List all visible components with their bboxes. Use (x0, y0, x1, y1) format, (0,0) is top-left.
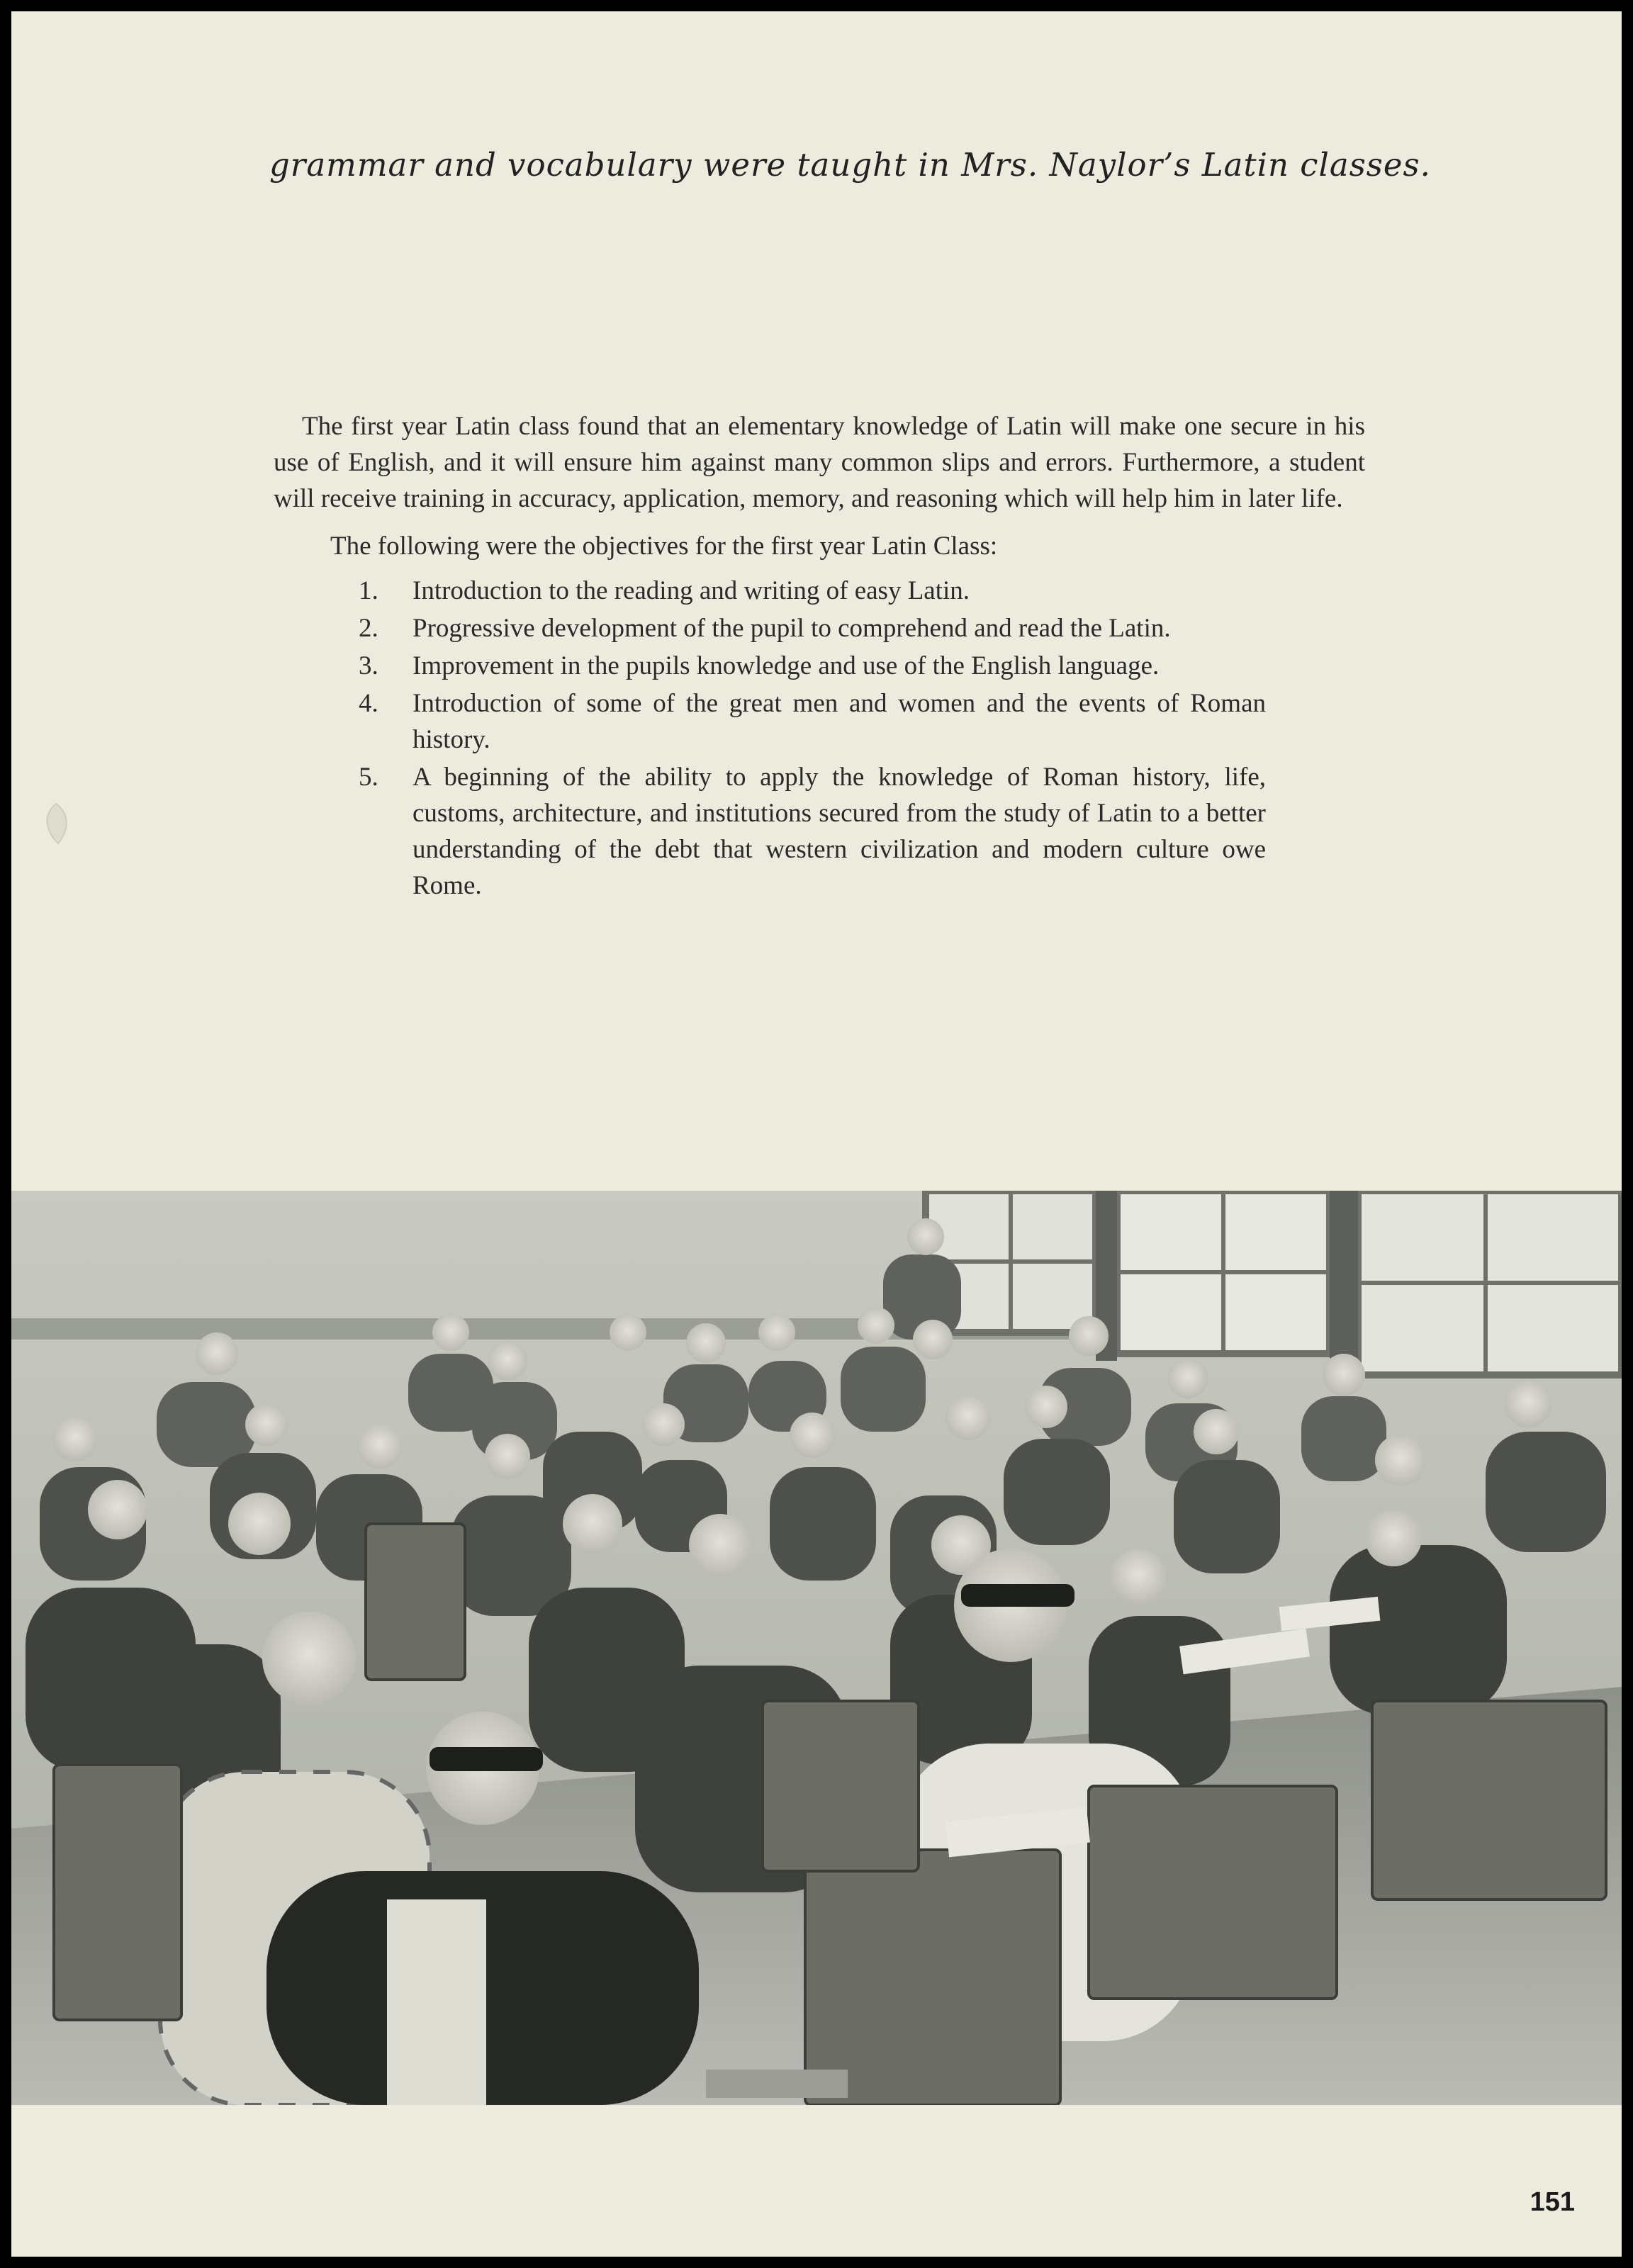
objective-text: Introduction of some of the great men and women and the events of Roman history. (413, 689, 1266, 754)
objective-number: 1. (359, 576, 378, 605)
objective-item (359, 610, 1266, 646)
objective-item (359, 648, 1266, 684)
objective-item (359, 685, 1266, 758)
photo-caption: grammar and vocabulary were taught in Mrs. Naylor’s Latin classes. (269, 146, 1431, 184)
objective-text: Improvement in the pupils knowledge and use of the English language. (413, 651, 1160, 680)
objective-item (359, 573, 1266, 609)
objective-number: 3. (359, 651, 378, 680)
objective-number: 5. (359, 763, 378, 792)
objective-text: A beginning of the ability to apply the knowledge of Roman history, life, customs, architecture, and institutions secured from the study of Latin to a better understanding of the debt that western civilization and modern culture owe Rome. (413, 763, 1266, 900)
yearbook-page (11, 11, 1622, 2257)
paper-blemish (40, 802, 72, 845)
classroom-photo (11, 1191, 1622, 2105)
objectives-lead: The following were the objectives for the first year Latin Class: (330, 532, 998, 561)
intro-paragraph: The first year Latin class found that an elementary knowledge of Latin will make one secure in his use of English, and it will ensure him against many common slips and errors. Furthermore, a student will receive training in accuracy, application, memory, and reasoning which will help him in later life. (274, 412, 1365, 513)
objective-item (359, 759, 1266, 904)
page-number: 151 (1530, 2187, 1575, 2217)
objective-number: 2. (359, 614, 378, 643)
objectives-list (274, 573, 1266, 904)
objective-number: 4. (359, 689, 378, 718)
article-body (274, 408, 1365, 905)
objective-text: Progressive development of the pupil to comprehend and read the Latin. (413, 614, 1171, 643)
objective-text: Introduction to the reading and writing of easy Latin. (413, 576, 970, 605)
